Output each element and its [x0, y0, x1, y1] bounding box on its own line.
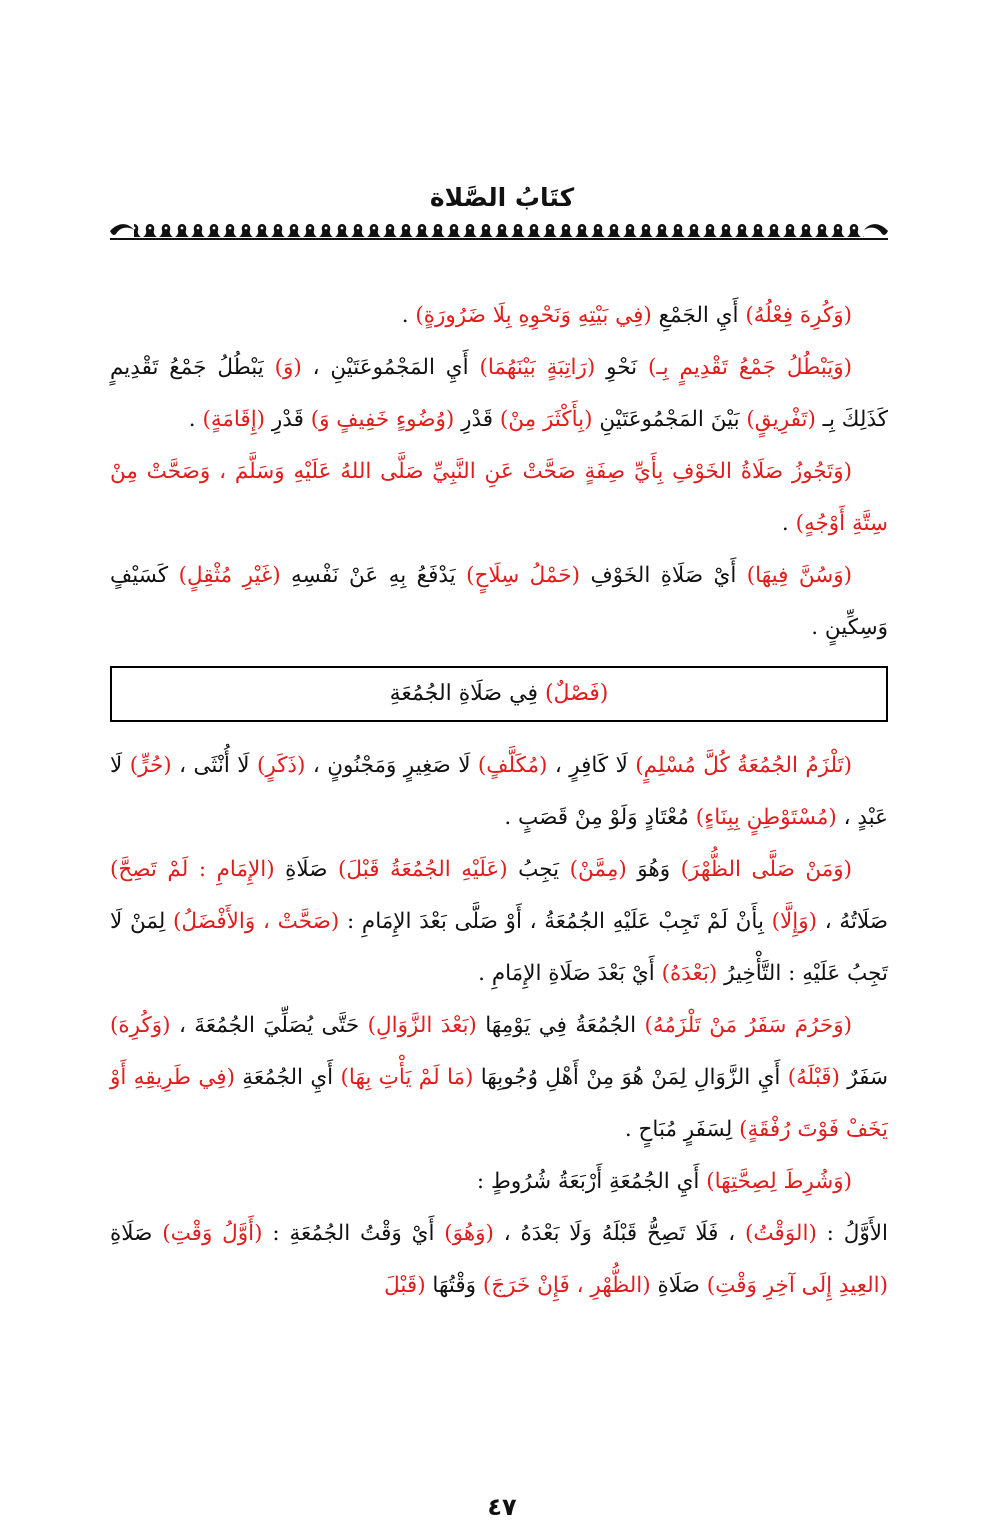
red-term: (بِأَكْثَرَ مِنْ) — [499, 407, 593, 432]
text-run: ، فَلَا تَصِحُّ قَبْلَهُ وَلَا بَعْدَهُ ، — [493, 1221, 746, 1246]
text-run: لَا صَغِيرٍ وَمَجْنُونٍ ، — [305, 753, 478, 778]
red-term: (غَيْرِ مُثْقِلٍ) — [178, 563, 281, 588]
red-term: (الإِمَامِ : لَمْ تَصِحَّ) — [110, 857, 275, 882]
red-term: (الظُّهْرِ ، فَإِنْ خَرَجَ) — [482, 1273, 651, 1298]
red-term: (قَبْلَ — [384, 1273, 426, 1298]
text-run: يَجِبُ — [507, 857, 570, 882]
paragraph — [110, 1208, 888, 1312]
red-term: (تَفْرِيقٍ) — [746, 407, 816, 432]
paragraph — [110, 290, 888, 342]
text-run: . — [781, 511, 796, 536]
text-run: صَلَاةِ — [274, 857, 339, 882]
red-term: (وَيَبْطُلُ جَمْعُ تَقْدِيمٍ بِـ) — [648, 355, 853, 380]
red-term: (رَاتِبَةٍ بَيْنَهُمَا) — [479, 355, 596, 380]
red-term: (إِقَامَةٍ) — [202, 407, 266, 432]
page-number: ٤٧ — [487, 1493, 517, 1521]
red-term: (العِيدِ إِلَى آخِرِ وَقْتِ) — [706, 1273, 888, 1298]
text-run: صَلَاةِ — [650, 1273, 707, 1298]
running-head: كتَابُ الصَّلاة — [429, 183, 575, 212]
text-run: بَيْنَ المَجْمُوعَتَيْنِ — [592, 407, 747, 432]
red-term: (فَصْلٌ) — [544, 681, 609, 706]
text-run: . — [188, 407, 203, 432]
text-run: لَا كَافِرٍ ، — [547, 753, 636, 778]
text-run: أَيِ الجَمْعِ — [651, 303, 746, 328]
red-term: (مُسْتَوْطِنٍ بِبِنَاءٍ) — [695, 805, 837, 830]
red-term: (وُضُوءٍ خَفِيفٍ وَ) — [310, 407, 455, 432]
red-term: (حُرٍّ) — [129, 753, 172, 778]
red-term: (وَكُرِهَ فِعْلُهُ) — [745, 303, 852, 328]
text-run: أَيِ الجُمُعَةِ — [234, 1065, 341, 1090]
text-run: لَا أُنْثَى ، — [171, 753, 257, 778]
text-run: مُعْتَادٍ وَلَوْ مِنْ قَصَبٍ . — [504, 805, 696, 830]
text-run: أَيْ بَعْدَ صَلَاةِ الإِمَامِ . — [478, 961, 662, 986]
text-run: الأَوَّلُ : — [816, 1221, 888, 1246]
text-run: فِي صَلَاةِ الجُمُعَةِ — [389, 681, 545, 706]
red-term: (أَوَّلُ وَقْتِ) — [162, 1221, 263, 1246]
red-term: (مِمَّنْ) — [569, 857, 627, 882]
red-term: (فِي بَيْتِهِ وَنَحْوِهِ بِلَا ضَرُورَةٍ) — [415, 303, 652, 328]
body-text — [110, 290, 888, 1312]
text-run: أَيِ المَجْمُوعَتَيْنِ ، — [301, 355, 480, 380]
text-run: يَدْفَعُ بِهِ عَنْ نَفْسِهِ — [280, 563, 467, 588]
text-run: وَهُوَ — [626, 857, 681, 882]
text-run: وَقْتُهَا — [425, 1273, 483, 1298]
paragraph — [110, 1000, 888, 1156]
text-run: سَفَرٌ — [839, 1065, 888, 1090]
text-run: صَلَاةِ — [110, 1221, 163, 1246]
paragraph — [110, 740, 888, 844]
red-term: (وَهُوَ) — [444, 1221, 494, 1246]
red-term: (وَمَنْ صَلَّى الظُّهْرَ) — [680, 857, 853, 882]
text-run: لِسَفَرٍ مُبَاحٍ . — [624, 1117, 740, 1142]
red-term: (الوَقْتُ) — [745, 1221, 817, 1246]
red-term: (وَ) — [274, 355, 302, 380]
text-run: لَا عَبْدٍ ، — [110, 753, 888, 830]
paragraph — [110, 844, 888, 1000]
red-term: (عَلَيْهِ الجُمُعَةُ قَبْلَ) — [338, 857, 508, 882]
red-term: (مَا لَمْ يَأْتِ بِهَا) — [340, 1065, 474, 1090]
red-term: (صَحَّتْ ، وَالأَفْضَلُ) — [173, 909, 340, 934]
red-term: (وَشُرِطَ لِصِحَّتِهَا) — [706, 1169, 852, 1194]
section-heading — [390, 683, 609, 705]
section-heading-box — [110, 666, 888, 722]
red-term: (وَكُرِهَ) — [110, 1013, 171, 1038]
red-term: (وَحَرُمَ سَفَرُ مَنْ تَلْزَمُهُ) — [644, 1013, 852, 1038]
red-term: (فِي طَرِيقِهِ أَوْ يَخَفْ فَوْتَ رُفْقَةٍ) — [110, 1065, 888, 1142]
red-term: (مُكَلَّفٍ) — [477, 753, 548, 778]
red-term: (وَسُنَّ فِيهَا) — [746, 563, 852, 588]
red-term: (حَمْلُ سِلَاحٍ) — [466, 563, 581, 588]
text-run: بِأَنْ لَمْ تَجِبْ عَلَيْهِ الجُمُعَةُ ، أَوْ صَلَّى بَعْدَ الإِمَامِ : — [339, 909, 772, 934]
red-term: (وَإِلَّا) — [771, 909, 818, 934]
ornament-border — [110, 222, 888, 240]
text-run: كَسَيْفٍ وَسِكِّينٍ . — [110, 563, 888, 640]
text-run: قَدْرِ — [265, 407, 311, 432]
text-run: أَيِ الزَّوَالِ لِمَنْ هُوَ مِنْ أَهْلِ وُجُوبِهَا — [473, 1065, 788, 1090]
text-run: قَدْرِ — [454, 407, 500, 432]
red-term: (بَعْدَهُ) — [661, 961, 718, 986]
text-run: . — [401, 303, 416, 328]
paragraph — [110, 342, 888, 446]
text-run: نَحْوِ — [595, 355, 648, 380]
paragraph — [110, 1156, 888, 1208]
text-run: الجُمُعَةُ فِي يَوْمِهَا — [476, 1013, 645, 1038]
red-term: (قَبْلَهُ) — [787, 1065, 840, 1090]
text-run: صَلَاتُهُ ، — [817, 909, 889, 934]
red-term: (وَتَجُوزُ صَلَاةُ الخَوْفِ بِأَيِّ صِفَةٍ صَحَّتْ عَنِ النَّبِيِّ صَلَّى اللهُ عَلَيْهِ وَسَلَّمَ ، وَصَحَّتْ مِنْ سِتَّةِ أَوْجُهٍ) — [110, 459, 888, 536]
paragraph — [110, 446, 888, 550]
text-run: حَتَّى يُصَلِّيَ الجُمُعَةَ ، — [170, 1013, 368, 1038]
red-term: (بَعْدَ الزَّوَالِ) — [367, 1013, 477, 1038]
text-run: أَيْ صَلَاةِ الخَوْفِ — [580, 563, 747, 588]
paragraph — [110, 550, 888, 654]
text-run: لِمَنْ لَا تَجِبُ عَلَيْهِ : التَّأْخِيرُ — [110, 909, 888, 986]
red-term: (تَلْزَمُ الجُمُعَةُ كُلَّ مُسْلِمٍ) — [635, 753, 853, 778]
text-run: أَيِ الجُمُعَةِ أَرْبَعَةُ شُرُوطٍ : — [476, 1169, 707, 1194]
red-term: (ذَكَرٍ) — [256, 753, 306, 778]
text-run: يَبْطُلُ جَمْعُ تَقْدِيمٍ كَذَلِكَ بِـ — [110, 355, 888, 432]
text-run: أَيْ وَقْتُ الجُمُعَةِ : — [262, 1221, 445, 1246]
